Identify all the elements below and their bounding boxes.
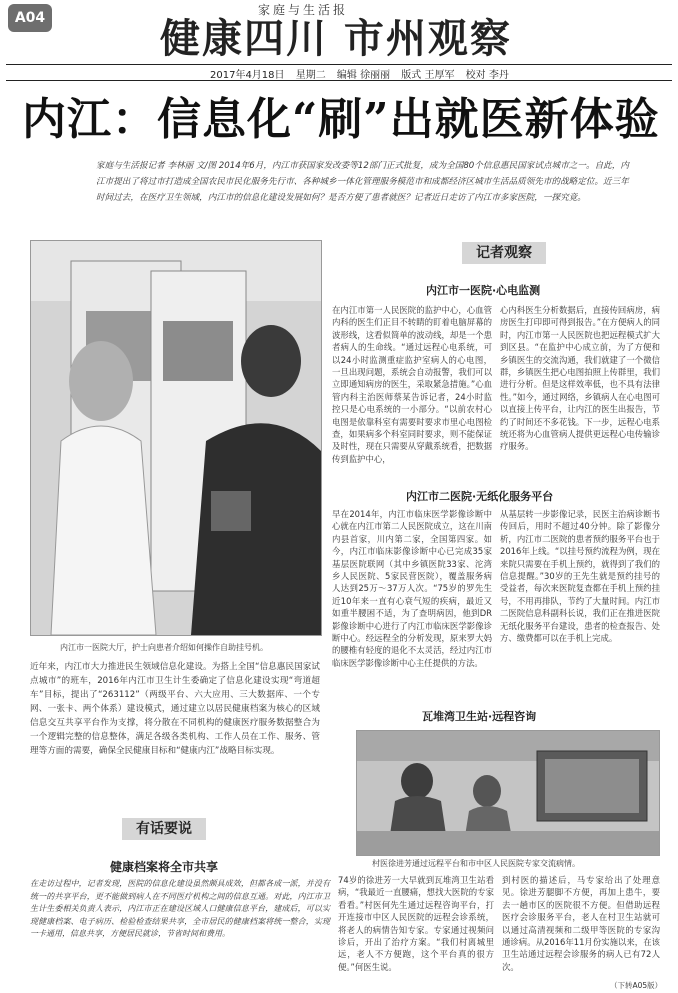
masthead-rule — [6, 64, 672, 65]
station-photo — [356, 730, 660, 856]
editor: 编辑 徐丽丽 — [336, 70, 391, 81]
station-photo-illustration — [357, 731, 659, 855]
proofreader: 校对 李丹 — [465, 70, 509, 81]
continued-note: （下转A05版） — [610, 981, 663, 990]
station-caption: 村医徐进芳通过远程平台和市中区人民医院专家交流病情。 — [372, 859, 580, 868]
station-col1: 74岁的徐进芳一大早就到瓦堆湾卫生站看病，“我最近一直腰痛，想找大医院的专家看看。”村医何先生通过远程咨询平台，打开连接市中区人民医院的远程会诊系统，将老人的病情告知专家。专家通过视频问诊后，开出了治疗方案。“我们村离城里远，老人不方便跑，这个平台真的很方便。”何医生说。 — [338, 875, 494, 972]
page-number-badge: A04 — [8, 4, 52, 32]
records-text: 在走访过程中，记者发现，医院的信息化建设虽然颇具成效，但都各成一派，并没有统一的共享平台，更不能做到病人在不同医疗机构之间的信息互通。对此，内江市卫生计生委相关负责人表示，内江市正在建设区域人口健康信息平台，建成后，可以实现健康档案、电子病历、检验检查结果共享，全市居民的健康档案将统一整合，实现一卡通用，信息共享，方便居民就诊，节省时间和费用。 — [30, 879, 330, 938]
hospital2-col2: 从基层转一步影像记录，民医主治病诊断书传回后，用时不超过40分钟。除了影像分析，内江市二医院的患者预约服务平台也于2016年上线。“以挂号预约流程为例，现在来院只需要在手机上预约，就得到了我们的信息提醒。”30岁的王先生就是预约挂号的受益者，每次来医院复查都在手机上预约挂号，不用再排队，节约了大量时间。内江市二医院信息科副科长说，我们正在推进医院无纸化服务平台建设，患者的检查报告、处方、缴费都可以在手机上完成。 — [500, 509, 660, 644]
station-subhead: 瓦堆湾卫生站·远程咨询 — [422, 710, 537, 723]
main-photo — [30, 240, 322, 636]
station-col2: 到村医的描述后，马专家给出了处理意见。徐进芳腿脚不方便，再加上患牛，要去一趟市区的医院很不方便。但借助远程医疗会诊服务平台，老人在村卫生站就可以通过高清视频和二级甲等医院的专家沟通诊病。从2016年11月份实施以来，在该卫生站通过远程会诊服务的病人已有72人次。 — [502, 875, 660, 972]
headline: 内江：信息化“刷”出就医新体验 — [22, 94, 660, 145]
date: 2017年4月18日 — [210, 70, 285, 81]
hospital2-subhead: 内江市二医院·无纸化服务平台 — [406, 490, 554, 503]
kiosk-photo-illustration — [31, 241, 321, 635]
hospital1-col2: 心内科医生分析数据后，直接传回病房，病房医生打印即可得到报告。”在方便病人的同时，内江市第一人民医院也把远程模式扩大到区县。“在监护中心成立前，为了方便和乡镇医生的交流沟通，我们就建了一个微信群，乡镇医生把心电图拍照上传群里，我们进行分析。但是这样效率低，也不具有法律性。”如今，通过网络，乡镇病人在心电图可以直接上传平台，让内江的医生出报告，节约了时间还不多花钱。下一步，远程心电系统还将为心血管病人提供更远程心电传输诊疗服务。 — [500, 305, 660, 452]
hospital2-col1: 早在2014年，内江市临床医学影像诊断中心就在内江市第二人民医院成立，这在川南内县首家，川内第二家，全国第四家。如今，内江市临床影像诊断中心已完成35家基层医院联网（其中乡镇医院33家、沱湾乡人民医院、5家民营医院），覆盖服务病人达到25万～37万人次。“75岁的罗先生近10年来一直有心衰气短的疾病，最近又如重半腰困不适，为了查明病因，他到DR影像诊断中心进行了内江市临床医学影像诊断中心。经远程全的分析发现，原来罗大妈的腰椎有轻度的退化不太灵活，经过内江市临床医学影像诊断中心主任提供的方法。 — [332, 509, 492, 668]
photo-caption: 内江市一医院大厅，护士向患者介绍如何操作自助挂号机。 — [60, 643, 268, 652]
dateline — [210, 66, 517, 81]
hospital1-col1: 在内江市第一人民医院的监护中心，心血管内科的医生们正目不转睛的盯着电脑屏幕的波形线，这看似简单的波动线，却是一个患者病人的生命线。“通过远程心电系统，可以24小时监测重症监护室病人的心电图，一旦出现问题，系统会自动报警，我们可以立即通知病房的医生，采取紧急措施。”心血管内科主治医师蔡某告诉记者，24小时监控只是心电系统的一小部分。“以前农村心电图是依靠科室有需要时要求市里心电图检查，如果病多个科室同时要求，则不能保证及时性，现在只需要从穿戴系统看，把数据传到监护中心， — [332, 305, 492, 464]
useful-info-banner: 有话要说 — [122, 818, 206, 840]
hospital1-subhead: 内江市一医院·心电监测 — [426, 284, 541, 297]
reporter-view-banner: 记者观察 — [462, 242, 546, 264]
designer: 版式 王厚军 — [401, 70, 455, 81]
dateline-rule — [6, 80, 672, 81]
section-masthead: 健康四川 市州观察 — [160, 16, 512, 62]
lead-paragraph: 家庭与生活报记者 李林丽 文/图 2014年6月，内江市获国家发改委等12部门正式批复，成为全国80个信息惠民国家试点城市之一。自此，内江市提出了将过市打造成全国农民市民化服务先行市、各种城乡一体化管理服务模范市和成都经济区城市生活品质领先市的战略定位。近三年时间过去，在医疗卫生领域，内江市的信息化建设发展如何？是否方便了患者就医？记者近日走访了内江市多家医院，一探究竟。 — [96, 161, 629, 203]
records-subhead: 健康档案将全市共享 — [110, 860, 219, 874]
intro-paragraph: 近年来，内江市大力推进民生领域信息化建设。为搭上全国“信息惠民国家试点城市”的班车，2016年内江市卫生计生委确定了信息化建设实现“弯道超车”目标，提出了“263112”（两级平台、六大应用、三大数据库、一个专网、一张卡、两个体系）建设模式，通过建立以居民健康档案为核心的区域信息交互共享平台作为支撑，将分散在不同机构的健康医疗服务数据整合为一个逻辑完整的信息整体，满足各级各类机构、工作人员在工作、服务、管理等方面的需要，确保全民健康目标和“健康内江”战略目标实现。 — [30, 662, 320, 756]
weekday: 星期二 — [295, 70, 326, 81]
newspaper-name: 家庭与生活报 — [258, 3, 349, 17]
